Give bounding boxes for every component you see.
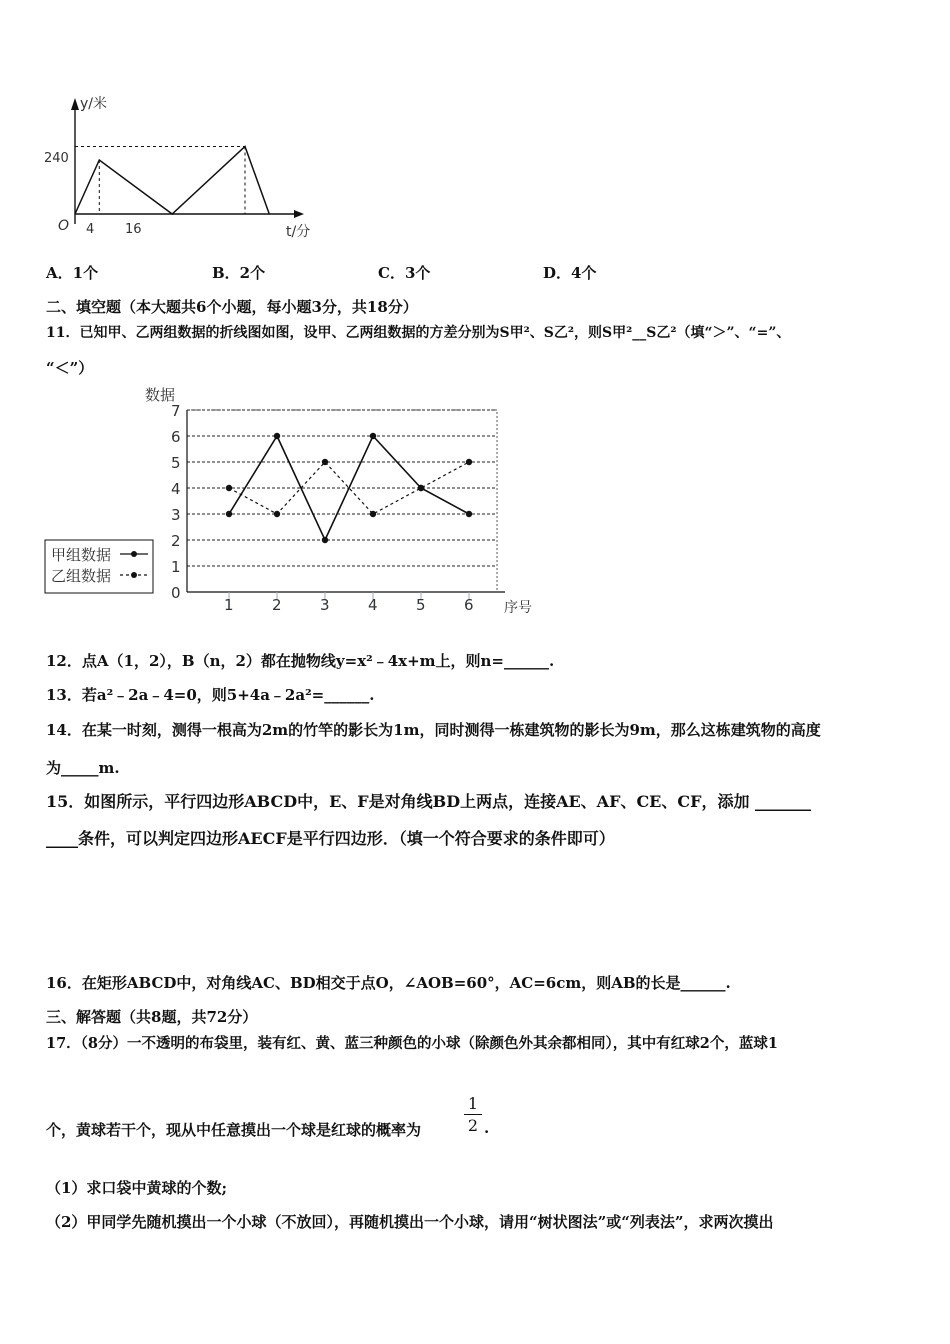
legend-label-jia: 甲组数据 bbox=[51, 546, 112, 564]
distance-polyline bbox=[75, 147, 269, 215]
y-axis-title: 数据 bbox=[145, 386, 176, 404]
origin-label: O bbox=[58, 218, 70, 234]
x-tick-16: 16 bbox=[125, 222, 142, 237]
question-13: 13．若a²﹣2a﹣4=0，则5+4a﹣2a²=______. bbox=[46, 686, 375, 704]
section-3-heading: 三、解答题（共8题，共72分） bbox=[46, 1008, 258, 1026]
question-11-line-2: “＜”） bbox=[46, 359, 94, 377]
legend-marker-jia bbox=[131, 551, 137, 557]
graph-lines bbox=[75, 147, 269, 215]
x-axis-label: t/分 bbox=[286, 224, 311, 240]
point-yi-2 bbox=[274, 511, 280, 517]
line-chart-q11 bbox=[40, 382, 550, 617]
y-tick-label-5: 5 bbox=[171, 454, 181, 472]
legend-marker-yi bbox=[131, 572, 137, 578]
option-b: B．2个 bbox=[212, 264, 266, 282]
point-jia-2 bbox=[274, 433, 280, 439]
y-tick-label-1: 1 bbox=[171, 558, 181, 576]
question-14-line-2: 为_____m. bbox=[46, 759, 120, 777]
question-16: 16．在矩形ABCD中，对角线AC、BD相交于点O，∠AOB=60°，AC=6cm，则AB的长是______. bbox=[46, 974, 731, 992]
question-17-part-2: （2）甲同学先随机摸出一个小球（不放回），再随机摸出一个小球，请用“树状图法”或“列表法”，求两次摸出 bbox=[46, 1213, 774, 1231]
x-tick-label-2: 2 bbox=[272, 596, 282, 614]
question-17-part-1: （1）求口袋中黄球的个数; bbox=[46, 1179, 227, 1197]
legend-label-yi: 乙组数据 bbox=[51, 567, 112, 585]
x-tick-label-5: 5 bbox=[416, 596, 426, 614]
y-tick-label-3: 3 bbox=[171, 506, 181, 524]
point-yi-3 bbox=[322, 459, 328, 465]
question-17-line-2-end: . bbox=[484, 1119, 490, 1137]
option-c: C．3个 bbox=[378, 264, 431, 282]
chart-grid bbox=[187, 410, 497, 592]
fraction-denominator: 2 bbox=[467, 1116, 479, 1135]
question-15-line-1: 15．如图所示，平行四边形ABCD中，E、F是对角线BD上两点，连接AE、AF、CE、CF，添加 _______ bbox=[46, 792, 812, 811]
point-yi-1 bbox=[226, 485, 232, 491]
x-tick-label-4: 4 bbox=[368, 596, 378, 614]
question-17-line-2 bbox=[46, 1119, 421, 1140]
x-tick-label-1: 1 bbox=[224, 596, 234, 614]
plot-frame bbox=[187, 410, 497, 592]
point-jia-3 bbox=[322, 537, 328, 543]
y-tick-label-2: 2 bbox=[171, 532, 181, 550]
question-11-line-1: 11．已知甲、乙两组数据的折线图如图，设甲、乙两组数据的方差分别为S甲²、S乙²，则S甲²__S乙²（填“＞”、“=”、 bbox=[46, 325, 791, 341]
y-tick-label-0: 0 bbox=[171, 584, 181, 602]
distance-time-graph bbox=[40, 92, 330, 242]
y-axis-label: y/米 bbox=[80, 96, 108, 112]
question-17-line-1: 17．（8分）一不透明的布袋里，装有红、黄、蓝三种颜色的小球（除颜色外其余都相同），其中有红球2个，蓝球1 bbox=[46, 1035, 778, 1052]
point-jia-6 bbox=[466, 511, 472, 517]
section-2-heading: 二、填空题（本大题共6个小题，每小题3分，共18分） bbox=[46, 298, 418, 316]
question-15-line-2: ____条件，可以判定四边形AECF是平行四边形．（填一个符合要求的条件即可） bbox=[46, 829, 615, 848]
fraction-numerator: 1 bbox=[467, 1094, 479, 1113]
question-12: 12．点A（1，2），B（n，2）都在抛物线y=x²﹣4x+m上，则n=______. bbox=[46, 652, 555, 670]
point-yi-5 bbox=[418, 485, 424, 491]
point-yi-6 bbox=[466, 459, 472, 465]
x-tick-4: 4 bbox=[86, 222, 95, 237]
x-axis-title: 序号 bbox=[504, 600, 532, 616]
y-tick-label-4: 4 bbox=[171, 480, 181, 498]
fraction-bar bbox=[464, 1114, 482, 1115]
option-a: A．1个 bbox=[46, 264, 99, 282]
y-axis-arrow bbox=[71, 98, 79, 110]
option-d: D．4个 bbox=[543, 264, 597, 282]
fraction-one-half bbox=[464, 1094, 482, 1135]
question-17-line-2-text: 个，黄球若干个，现从中任意摸出一个球是红球的概率为 bbox=[46, 1121, 422, 1139]
y-tick-240: 240 bbox=[44, 151, 69, 166]
x-tick-label-3: 3 bbox=[320, 596, 330, 614]
chart-axes bbox=[171, 402, 505, 614]
point-yi-4 bbox=[370, 511, 376, 517]
y-tick-label-6: 6 bbox=[171, 428, 181, 446]
y-tick-label-7: 7 bbox=[171, 402, 181, 420]
question-14-line-1: 14．在某一时刻，测得一根高为2m的竹竿的影长为1m，同时测得一栋建筑物的影长为9m，那么这栋建筑物的高度 bbox=[46, 721, 821, 739]
x-tick-label-6: 6 bbox=[464, 596, 474, 614]
x-axis-arrow bbox=[294, 210, 304, 218]
point-jia-4 bbox=[370, 433, 376, 439]
point-jia-1 bbox=[226, 511, 232, 517]
